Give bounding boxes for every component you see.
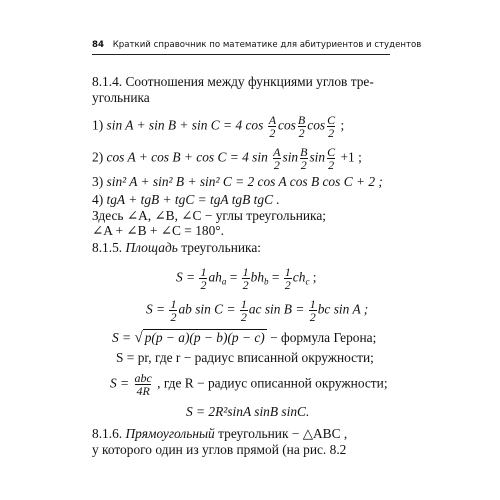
identity-2: 2) cos A + cos B + cos C = 4 sin $\frac{A}{2}$ sin $\frac{B}{2}$ sin $\frac{C}{2}$ +1 ; <box>92 145 362 172</box>
angles-sum: ∠A + ∠B + ∠C = 180°. <box>92 223 224 238</box>
circumscribed-circle-formula: S = $\frac{\text{abc}}{4R}$ , где R − радиус описанной окружности; <box>110 371 388 398</box>
identity-3: 3) sin² A + sin² B + sin² C = 2 cos A cos B cos C + 2 ; <box>92 174 383 189</box>
fraction-one-half: $\frac{1}{2}$ <box>309 297 316 324</box>
fraction-a-over-2: $\frac{A}{2}$ <box>268 113 277 140</box>
fraction-one-half: $\frac{1}{2}$ <box>240 297 247 324</box>
area-sine-formula: S = $\frac{1}{2}$ ab sin C = $\frac{1}{2}$ ac sin B = $\frac{1}{2}$ bc sin A ; <box>146 297 369 324</box>
fraction-one-half: $\frac{1}{2}$ <box>200 265 207 292</box>
identity-2-lhs: cos A + cos B + cos C = 4 sin <box>106 149 268 165</box>
section-8-1-4-title-line2: угольника <box>92 90 150 105</box>
fraction-b-over-2: $\frac{B}{2}$ <box>300 145 308 172</box>
fraction-abc-over-4r: $\frac{\text{abc}}{4R}$ <box>134 371 152 398</box>
section-8-1-6-text: у которого один из углов прямой (на рис. 8.2 <box>92 442 347 457</box>
identity-1-lhs: sin A + sin B + sin C = 4 cos <box>106 117 264 133</box>
fraction-a-over-2: $\frac{A}{2}$ <box>273 145 281 172</box>
fraction-b-over-2: $\frac{B}{2}$ <box>297 113 306 140</box>
angles-note: Здесь ∠A, ∠B, ∠C − углы треугольника; <box>92 208 327 223</box>
area-heights-formula: S = $\frac{1}{2}$ $ah_a$ = $\frac{1}{2}$ $bh_b$ = $\frac{1}{2}$ $ch_c$ ; <box>176 265 317 292</box>
fraction-one-half: $\frac{1}{2}$ <box>170 297 177 324</box>
inscribed-circle-formula: S = pr, где r − радиус вписанной окружности; <box>116 350 374 365</box>
fraction-c-over-2: $\frac{C}{2}$ <box>327 113 336 140</box>
fraction-one-half: $\frac{1}{2}$ <box>284 265 291 292</box>
identity-1: 1) sin A + sin B + sin C = 4 cos $\frac{A}{2}$ cos $\frac{B}{2}$ cos $\frac{C}{2}$ ; <box>92 113 345 140</box>
book-title: Краткий справочник по математике для абитуриентов и студентов <box>112 40 422 50</box>
section-8-1-5-title: 8.1.5. Площадь треугольника: <box>92 240 262 255</box>
square-root: √ p(p − a)(p − b)(p − c) <box>134 330 265 346</box>
section-8-1-4-title-line1: 8.1.4. Соотношения между функциями углов тре- <box>92 74 374 89</box>
area-2r-formula: S = 2R²sinA sinB sinC. <box>186 404 310 419</box>
section-8-1-6-title: 8.1.6. Прямоугольный треугольник − △ABC , <box>92 426 348 441</box>
fraction-c-over-2: $\frac{C}{2}$ <box>327 145 336 172</box>
page-number: 84 <box>92 40 104 50</box>
running-header <box>92 40 422 55</box>
heron-formula: S = √ p(p − a)(p − b)(p − c) − формула Герона; <box>112 330 377 346</box>
identity-4: 4) tgA + tgB + tgC = tgA tgB tgC . <box>92 192 280 207</box>
fraction-one-half: $\frac{1}{2}$ <box>242 265 249 292</box>
